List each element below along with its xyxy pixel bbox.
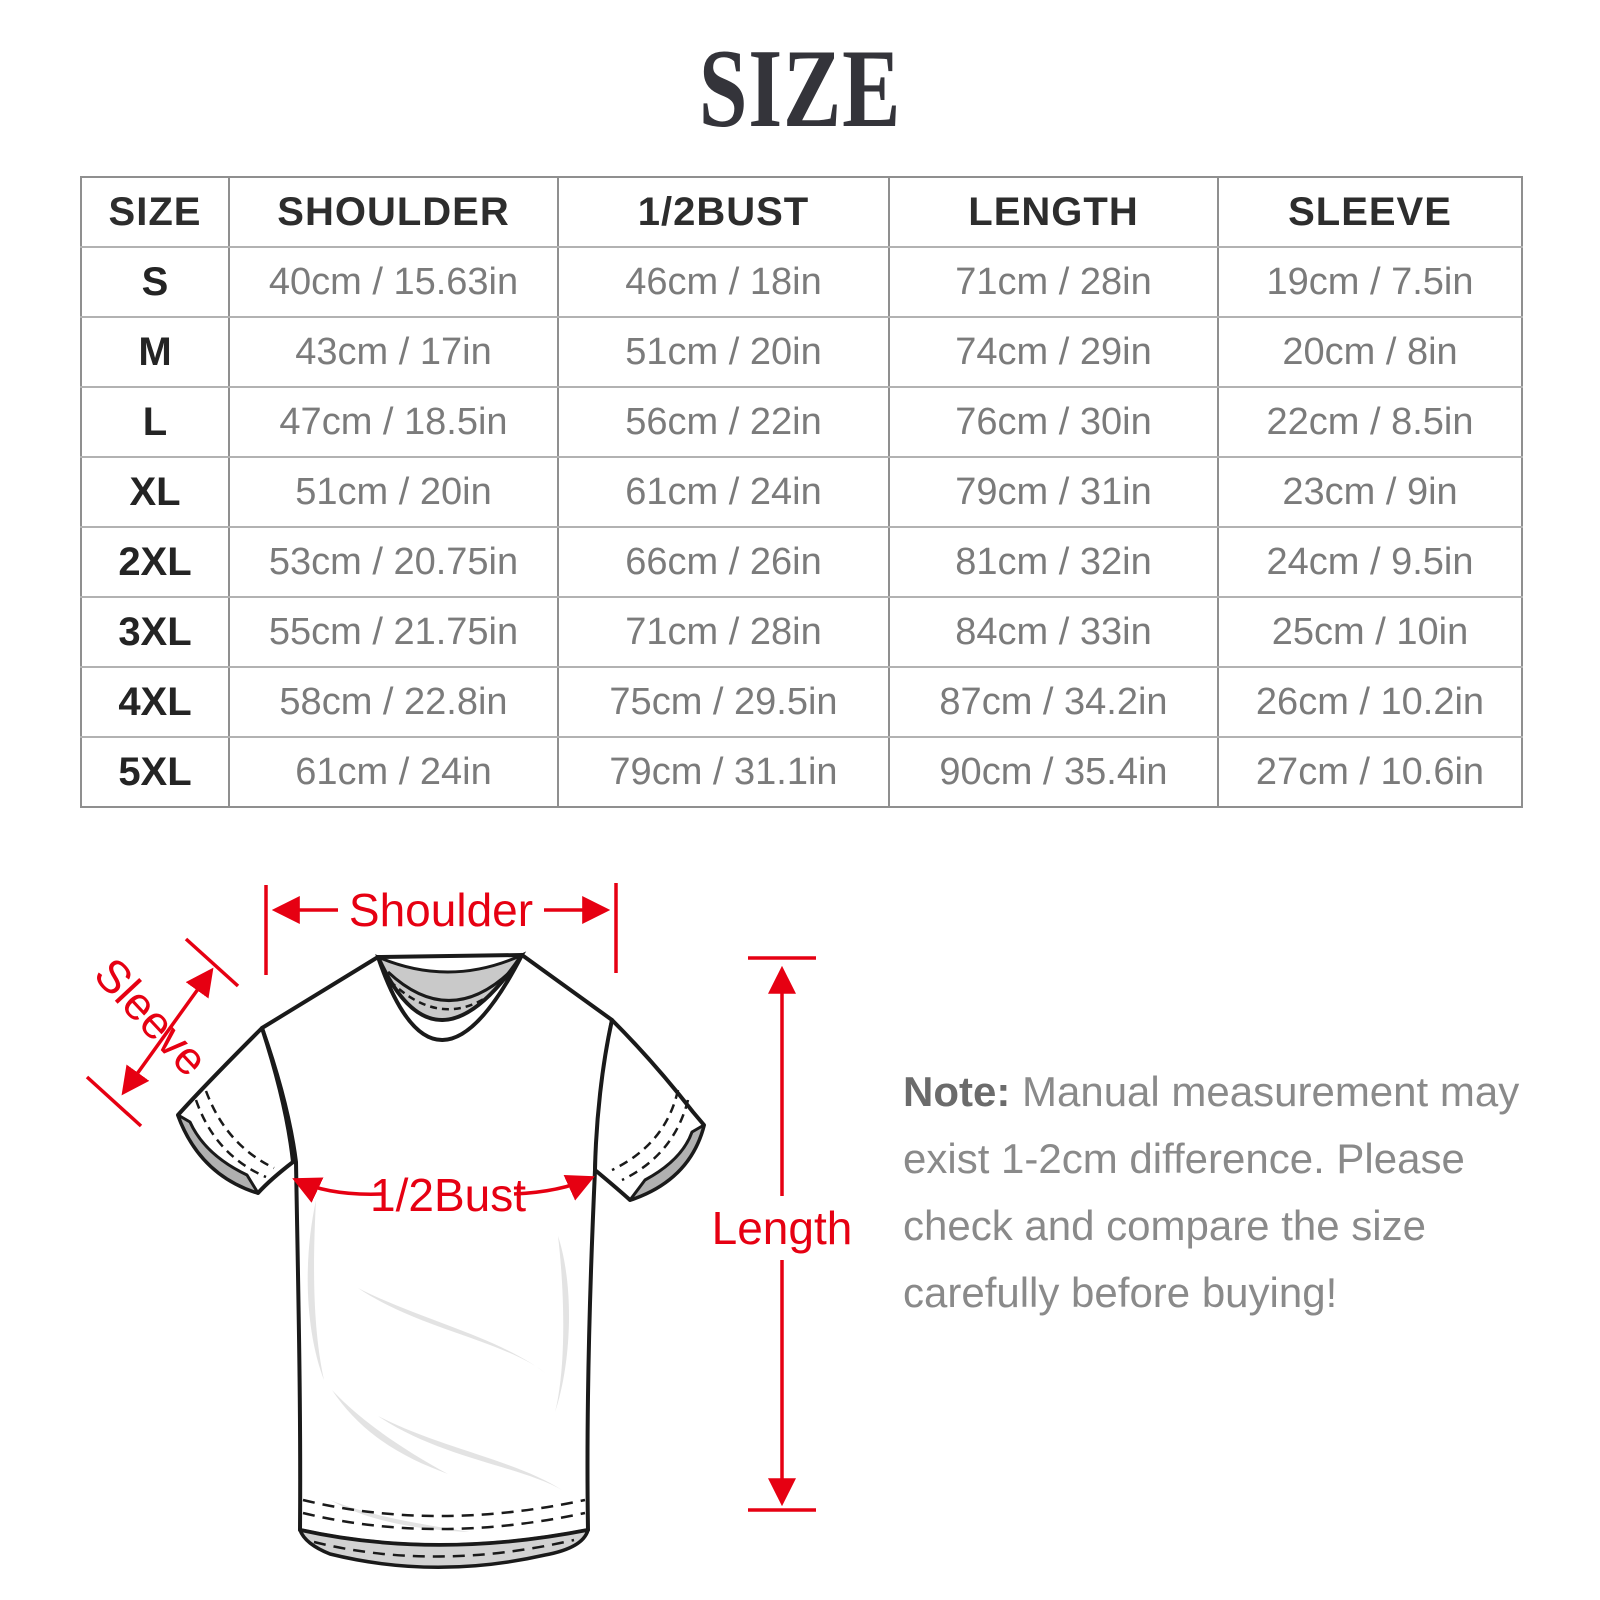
- measurement-cell: 22cm / 8.5in: [1218, 387, 1522, 457]
- size-label-cell: 3XL: [81, 597, 229, 667]
- measurement-cell: 75cm / 29.5in: [558, 667, 889, 737]
- measurement-cell: 58cm / 22.8in: [229, 667, 558, 737]
- tshirt-body: [262, 955, 612, 1545]
- measurement-cell: 51cm / 20in: [229, 457, 558, 527]
- measurement-cell: 71cm / 28in: [889, 247, 1218, 317]
- measurement-cell: 55cm / 21.75in: [229, 597, 558, 667]
- header-cell-shoulder: SHOULDER: [229, 177, 558, 247]
- size-label-cell: S: [81, 247, 229, 317]
- measurement-cell: 79cm / 31in: [889, 457, 1218, 527]
- measurement-cell: 40cm / 15.63in: [229, 247, 558, 317]
- measurement-cell: 56cm / 22in: [558, 387, 889, 457]
- header-row: [81, 177, 1522, 247]
- header-cell-sleeve: SLEEVE: [1218, 177, 1522, 247]
- page-title: SIZE: [698, 27, 902, 151]
- table-row: [81, 457, 1522, 527]
- header-cell-length: LENGTH: [889, 177, 1218, 247]
- measurement-cell: 26cm / 10.2in: [1218, 667, 1522, 737]
- length-label: Length: [711, 1202, 853, 1254]
- measurement-cell: 84cm / 33in: [889, 597, 1218, 667]
- measurement-cell: 51cm / 20in: [558, 317, 889, 387]
- right-sleeve: [595, 1020, 704, 1200]
- bust-label: 1/2Bust: [370, 1169, 526, 1221]
- measurement-cell: 76cm / 30in: [889, 387, 1218, 457]
- header-cell-size: SIZE: [81, 177, 229, 247]
- note-text: Manual measurement may exist 1-2cm difference. Please check and compare the size carefully before buying!: [903, 1068, 1520, 1316]
- tshirt-diagram: [0, 860, 860, 1600]
- measurement-cell: 23cm / 9in: [1218, 457, 1522, 527]
- measurement-cell: 24cm / 9.5in: [1218, 527, 1522, 597]
- measurement-cell: 19cm / 7.5in: [1218, 247, 1522, 317]
- table-row: [81, 667, 1522, 737]
- note-label: Note:: [903, 1068, 1011, 1115]
- measurement-cell: 43cm / 17in: [229, 317, 558, 387]
- table-row: [81, 247, 1522, 317]
- header-cell-bust: 1/2BUST: [558, 177, 889, 247]
- measurement-cell: 47cm / 18.5in: [229, 387, 558, 457]
- measurement-cell: 61cm / 24in: [229, 737, 558, 807]
- table-row: [81, 317, 1522, 387]
- size-table: [80, 176, 1523, 808]
- measurement-cell: 90cm / 35.4in: [889, 737, 1218, 807]
- size-table-header: [81, 177, 1522, 247]
- table-row: [81, 387, 1522, 457]
- size-label-cell: XL: [81, 457, 229, 527]
- table-row: [81, 597, 1522, 667]
- size-label-cell: 2XL: [81, 527, 229, 597]
- measurement-cell: 46cm / 18in: [558, 247, 889, 317]
- measurement-cell: 74cm / 29in: [889, 317, 1218, 387]
- size-table-body: [81, 247, 1522, 807]
- size-label-cell: M: [81, 317, 229, 387]
- measurement-cell: 79cm / 31.1in: [558, 737, 889, 807]
- table-row: [81, 737, 1522, 807]
- size-label-cell: 5XL: [81, 737, 229, 807]
- sleeve-label: Sleeve: [84, 947, 219, 1086]
- table-row: [81, 527, 1522, 597]
- measurement-cell: 27cm / 10.6in: [1218, 737, 1522, 807]
- measurement-cell: 71cm / 28in: [558, 597, 889, 667]
- measurement-cell: 25cm / 10in: [1218, 597, 1522, 667]
- measurement-cell: 81cm / 32in: [889, 527, 1218, 597]
- note: [903, 1058, 1521, 1326]
- measurement-cell: 53cm / 20.75in: [229, 527, 558, 597]
- shoulder-label: Shoulder: [348, 884, 534, 936]
- size-label-cell: 4XL: [81, 667, 229, 737]
- measurement-cell: 20cm / 8in: [1218, 317, 1522, 387]
- tshirt-graphic: [178, 955, 704, 1567]
- size-label-cell: L: [81, 387, 229, 457]
- measurement-cell: 87cm / 34.2in: [889, 667, 1218, 737]
- measurement-cell: 66cm / 26in: [558, 527, 889, 597]
- measurement-cell: 61cm / 24in: [558, 457, 889, 527]
